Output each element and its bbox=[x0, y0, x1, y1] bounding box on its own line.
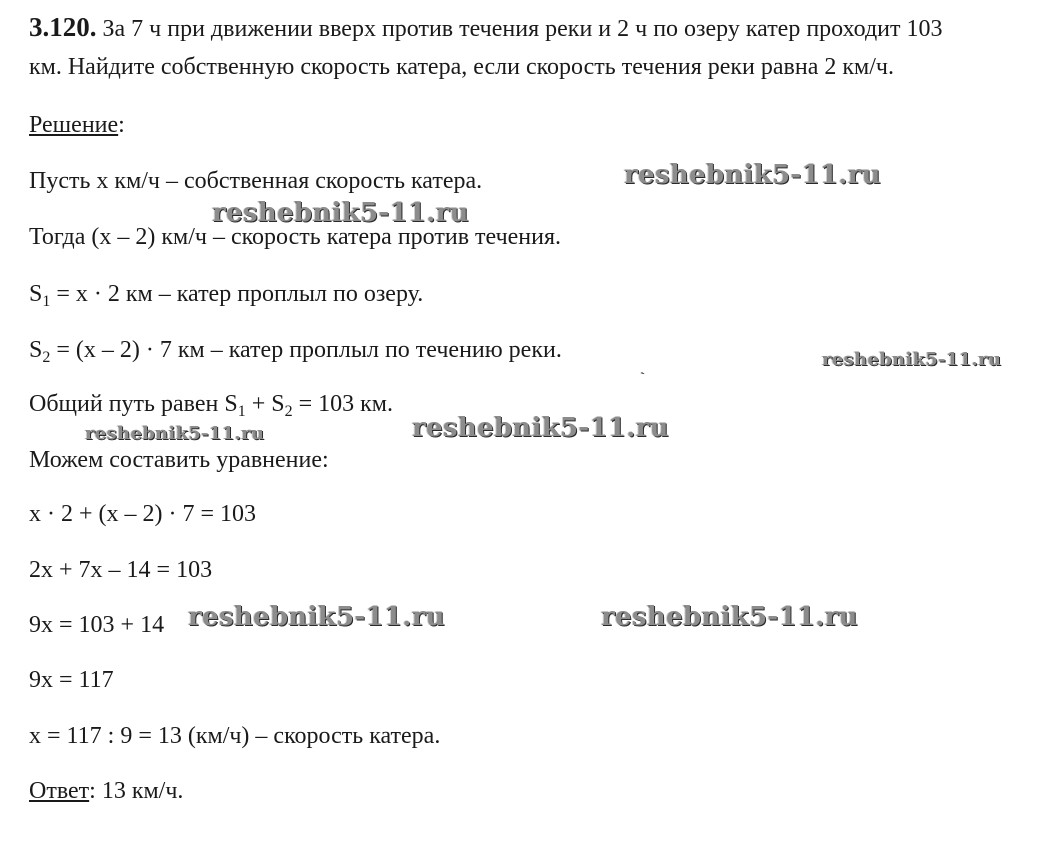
equation-4: 9x = 117 bbox=[29, 667, 114, 693]
solution-line-s2 bbox=[29, 335, 562, 365]
equation-3: 9x = 103 + 14 bbox=[29, 612, 165, 638]
problem-statement-line-2 bbox=[29, 52, 894, 82]
total-prefix: Общий путь равен bbox=[29, 391, 225, 417]
watermark: reshebnik5-11.ru bbox=[212, 198, 469, 228]
solution-line-total bbox=[29, 389, 393, 419]
total-s2-index: 2 bbox=[284, 403, 293, 420]
watermark: reshebnik5-11.ru bbox=[601, 602, 858, 632]
solution-line-then: Тогда (x – 2) км/ч – скорость катера против течения. bbox=[29, 224, 562, 250]
total-suffix: = 103 км. bbox=[292, 391, 393, 417]
watermark: reshebnik5-11.ru bbox=[624, 160, 881, 190]
solution-heading-colon: : bbox=[118, 112, 125, 138]
watermark: reshebnik5-11.ru bbox=[85, 423, 265, 444]
total-s1-symbol: S bbox=[224, 391, 238, 417]
total-s1-index: 1 bbox=[237, 403, 246, 420]
solution-line-s1 bbox=[29, 279, 423, 309]
s1-rest: = x · 2 км – катер проплыл по озеру. bbox=[50, 281, 424, 307]
problem-statement-line-1 bbox=[29, 12, 943, 44]
solution-heading-label: Решение bbox=[29, 112, 119, 138]
watermark: reshebnik5-11.ru bbox=[188, 602, 445, 632]
watermark: reshebnik5-11.ru bbox=[822, 349, 1002, 370]
total-s2-symbol: S bbox=[271, 391, 285, 417]
s2-index: 2 bbox=[42, 349, 51, 366]
problem-text-1: За 7 ч при движении вверх против течения реки и 2 ч по озеру катер проходит 103 bbox=[102, 16, 943, 42]
scan-speck: ˋ bbox=[639, 369, 650, 388]
watermark: reshebnik5-11.ru bbox=[412, 413, 669, 443]
total-plus: + bbox=[245, 391, 272, 417]
solution-heading bbox=[29, 110, 125, 140]
equation-intro: Можем составить уравнение: bbox=[29, 447, 329, 473]
task-number: 3.120. bbox=[29, 12, 97, 42]
answer-line bbox=[29, 776, 183, 806]
s1-index: 1 bbox=[42, 293, 51, 310]
s2-symbol: S bbox=[29, 337, 43, 363]
answer-label: Ответ bbox=[29, 778, 90, 804]
equation-1: x · 2 + (x – 2) · 7 = 103 bbox=[29, 501, 257, 527]
answer-text: : 13 км/ч. bbox=[89, 778, 184, 804]
solution-line-let: Пусть x км/ч – собственная скорость катера. bbox=[29, 168, 483, 194]
equation-2: 2x + 7x – 14 = 103 bbox=[29, 557, 213, 583]
equation-5: x = 117 : 9 = 13 (км/ч) – скорость катера. bbox=[29, 723, 441, 749]
s2-rest: = (x – 2) · 7 км – катер проплыл по течению реки. bbox=[50, 337, 562, 363]
s1-symbol: S bbox=[29, 281, 43, 307]
problem-text-2: км. Найдите собственную скорость катера, если скорость течения реки равна 2 км/ч. bbox=[29, 54, 894, 80]
